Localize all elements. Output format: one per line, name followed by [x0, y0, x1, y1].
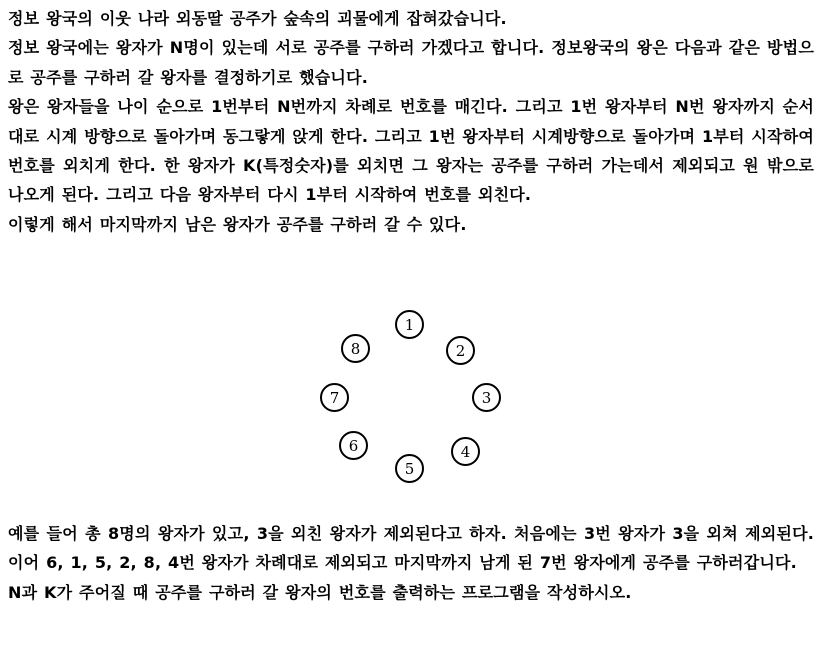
example-paragraph: 예를 들어 총 8명의 왕자가 있고, 3을 외친 왕자가 제외된다고 하자. 처음에는 3번 왕자가 3을 외쳐 제외된다. 이어 6, 1, 5, 2, 8, 4번 왕자가 차례대로 제외되고 마지막까지 남게 된 7번 왕자에게 공주를 구하러갑니다.: [8, 524, 814, 573]
prince-node-5: 5: [395, 454, 424, 483]
prince-node-4: 4: [451, 437, 480, 466]
task-paragraph: N과 K가 주어질 때 공주를 구하러 갈 왕자의 번호를 출력하는 프로그램을 작성하시오.: [8, 582, 632, 602]
intro-paragraph-1: 정보 왕국의 이웃 나라 외동딸 공주가 숲속의 괴물에게 잡혀갔습니다.: [8, 9, 507, 28]
intro-paragraph-2: 정보 왕국에는 왕자가 N명이 있는데 서로 공주를 구하러 가겠다고 합니다. 정보왕국의 왕은 다음과 같은 방법으로 공주를 구하러 갈 왕자를 결정하기로 했습니다.: [8, 38, 814, 87]
example-section: [8, 519, 814, 607]
prince-node-8: 8: [341, 334, 370, 363]
prince-node-6: 6: [339, 431, 368, 460]
intro-paragraph-3: 왕은 왕자들을 나이 순으로 1번부터 N번까지 차례로 번호를 매긴다. 그리고 1번 왕자부터 N번 왕자까지 순서대로 시계 방향으로 돌아가며 동그랗게 앉게 한다. 그리고 1번 왕자부터 시계방향으로 돌아가며 1부터 시작하여 번호를 외치게 한다. 한 왕자가 K(특정숫자)를 외치면 그 왕자는 공주를 구하러 가는데서 제외되고 원 밖으로 나오게 된다. 그리고 다음 왕자부터 다시 1부터 시작하여 번호를 외친다.: [8, 97, 814, 205]
prince-node-7: 7: [320, 383, 349, 412]
prince-node-3: 3: [472, 383, 501, 412]
problem-description: [8, 4, 814, 239]
prince-node-2: 2: [446, 336, 475, 365]
intro-paragraph-4: 이렇게 해서 마지막까지 남은 왕자가 공주를 구하러 갈 수 있다.: [8, 214, 467, 234]
prince-node-1: 1: [395, 310, 424, 339]
